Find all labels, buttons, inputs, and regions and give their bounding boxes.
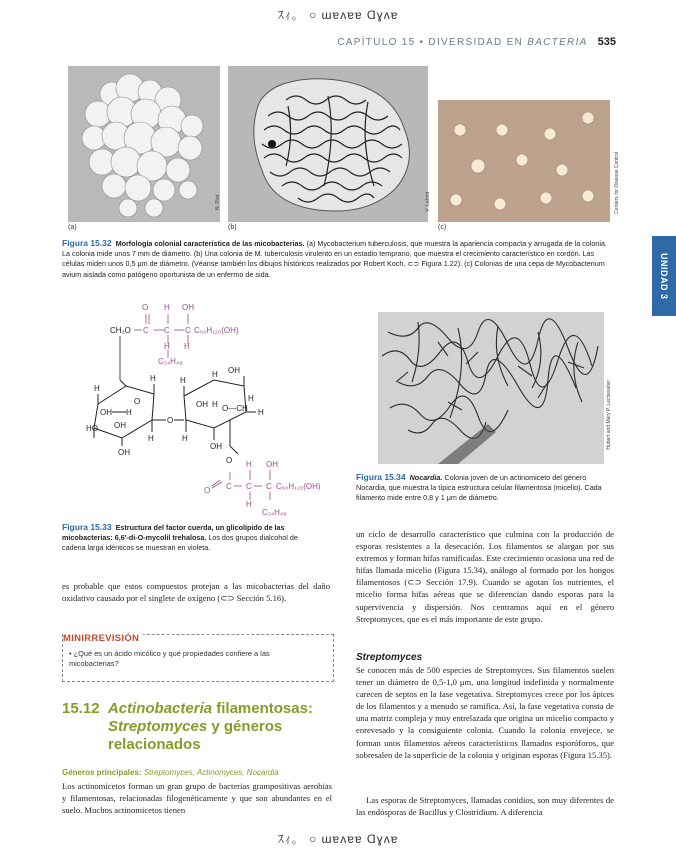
chem-c6: C xyxy=(266,482,272,491)
chem-o-top: O xyxy=(142,303,149,312)
top-registration-mark: ｽｨ。 ○ ɯɐʌɐɐ Ɑɣʌɐ xyxy=(277,8,399,22)
chapter-label: CAPÍTULO 15 • DIVERSIDAD EN xyxy=(337,37,528,48)
chem-c3: C xyxy=(185,326,191,335)
minirevision-item: • ¿Qué es un ácido micólico y qué propiedades confiere a las micobacterias? xyxy=(69,649,270,668)
svg-text:H: H xyxy=(248,394,254,403)
chem-ch2o: CH₂O xyxy=(110,326,131,335)
right-paragraph-2: Se conocen más de 500 especies de Streptomyces. Sus filamentos suelen tener un diámetro de 0,5-1,0 μm, una longitud indefinida y normalmente carecen de septos en la fase vegetativa. Streptomyces crece por los ápices de los filamentos y a menudo se ramifica. Así, la fase vegetativa consta de una matriz compleja y muy entrelazada que origina un micelio compacto y enrevesado y la consiguiente colonia. Cuando la colonia envejece, se forman unos filamentos aéreos característicos llamados esporóforos, que sobresalen de la superficie de la colonia y originan esporas (Figura 15.35). xyxy=(356,665,614,760)
principal-genera-label: Géneros principales: xyxy=(62,768,144,777)
label-a: (a) xyxy=(68,224,77,231)
right-paragraph-1: un ciclo de desarrollo característico que culmina con la producción de esporas resistentes a la desecación. Los filamentos se alargan por sus extremos y forman hifas ramificadas. Este crecimiento ocasiona una red de hifas llamada micelio (Figura 15.34), análogo al formado por los hongos filamentosos (⊂⊃ Sección 17.9). Cuando se agotan los nutrientes, el micelio forma hifas aéreas que se diferencian dando esporas para la supervivencia y dispersión. Nos centramos aquí en el género Streptomyces, que es el más importante de este grupo. xyxy=(356,529,614,624)
chem-bottom-side: C₂₄H₄₉ xyxy=(262,508,287,516)
chem-h-top: H xyxy=(164,303,170,312)
svg-text:HO: HO xyxy=(86,424,98,433)
section-title-italic1: Actinobacteria xyxy=(107,700,213,717)
svg-text:O: O xyxy=(167,416,174,425)
section-number: 15.12 xyxy=(62,700,100,717)
svg-text:OH: OH xyxy=(210,442,222,451)
chem-c2: C xyxy=(164,326,170,335)
svg-text:H: H xyxy=(150,374,156,383)
chem-oh-top: OH xyxy=(182,303,194,312)
nocardia-photo xyxy=(378,312,604,464)
caption-15-33 xyxy=(62,522,322,554)
colony-photo-b xyxy=(228,66,428,222)
caption-text-34: Colonia joven de un actinomiceto del género Nocardia, que muestra la típica estructura celular filamentosa (micelio). Cada filamento mide entre 0,8 y 1 μm de diámetro. xyxy=(356,473,602,503)
credit-c: Centers for Disease Control xyxy=(614,152,620,214)
svg-text:H: H xyxy=(258,408,264,417)
label-c: (c) xyxy=(438,224,447,231)
minirevision-title: MINIRREVISIÓN xyxy=(63,633,143,644)
svg-text:H: H xyxy=(212,370,218,379)
chapter-italic: BACTERIA xyxy=(527,37,588,48)
caption-15-34 xyxy=(356,472,616,504)
svg-text:H: H xyxy=(212,400,218,409)
caption-title-33: Estructura del factor cuerda, un glicolípido de las micobacterias: 6,6′-di-O-mycolil trehalosa. xyxy=(62,523,285,543)
svg-text:OH: OH xyxy=(228,366,240,375)
left-paragraph: es probable que estos compuestos protejan a las micobacterias del daño oxidativo causado por el singlete de oxígeno (⊂⊃ Sección 5.16). xyxy=(62,581,330,604)
chem-h-mid2: H xyxy=(184,342,190,351)
chem-bottom-chain: C₆₀H₁₂₀(OH) xyxy=(276,482,321,491)
section-title-rest2: y géneros xyxy=(207,718,283,735)
section-heading xyxy=(62,700,338,754)
left-body: Los actinomicetos forman un gran grupo de bacterias grampositivas aerobias y filamentosas, relacionadas filogenéticamente y que son abundantes en el suelo. Muchos actinomicetos tienen xyxy=(62,781,332,816)
chem-o-bottom: O xyxy=(204,486,211,495)
svg-text:H: H xyxy=(126,408,132,417)
chem-top-side: C₂₄H₄₉ xyxy=(158,357,183,366)
svg-text:H: H xyxy=(148,434,154,443)
svg-text:O: O xyxy=(226,456,233,465)
chem-top-chain: C₆₀H₁₂₀(OH) xyxy=(194,326,239,335)
credit-b: V. Lafont xyxy=(425,192,431,212)
bottom-registration-mark: ｽｨ。 ○ ɯɐʌɐɐ Ɑɣʌɐ xyxy=(277,832,399,846)
svg-text:H: H xyxy=(180,376,186,385)
credit-34: Hubert and Mary P. Lechevalier xyxy=(606,380,612,450)
svg-text:OH: OH xyxy=(100,408,112,417)
svg-text:H: H xyxy=(182,434,188,443)
right-paragraph-3: Las esporas de Streptomyces, llamadas conidios, son muy diferentes de las endósporas de Bacillus y Clostridium. A diferencia xyxy=(356,795,614,818)
svg-text:O: O xyxy=(134,397,141,406)
section-title-rest1: filamentosas: xyxy=(212,700,313,717)
subheading-streptomyces: Streptomyces xyxy=(356,652,423,663)
caption-title-34: Nocardia. xyxy=(409,473,443,482)
unit-tab: UNIDAD 3 xyxy=(652,236,676,316)
credit-a: N. Rist xyxy=(215,195,221,210)
svg-text:OH: OH xyxy=(196,400,208,409)
chem-h-bottom: H xyxy=(246,460,252,469)
label-b: (b) xyxy=(228,224,237,231)
caption-number-33: Figura 15.33 xyxy=(62,522,112,532)
svg-text:OH: OH xyxy=(118,448,130,457)
chem-c4: C xyxy=(226,482,232,491)
running-head xyxy=(337,36,616,48)
cord-factor-structure xyxy=(62,300,352,516)
caption-number-34: Figura 15.34 xyxy=(356,472,406,482)
chem-h-mid: H xyxy=(164,342,170,351)
chem-c1: C xyxy=(143,326,149,335)
section-title-line3: relacionados xyxy=(108,736,201,753)
chem-oh-bottom: OH xyxy=(266,460,278,469)
minirevision-box xyxy=(62,634,334,682)
caption-text: (a) Mycobacterium tuberculosis, que muestra la apariencia compacta y arrugada de la colonia. La colonia mide unos 7 mm de diámetro. (b) Una colonia de M. tuberculosis virulento en un estadio temprano, que muestra el crecimiento característico en cordón. Las células miden unos 0,5 μm de diámetro. (Véanse también los dibujos históricos realizados por Robert Koch, ⊂⊃ Figura 1.22). (c) Colonias de una cepa de Mycobacterium avium aislada como patógeno oportunista de un enfermo de sida. xyxy=(62,239,607,279)
chem-c5: C xyxy=(246,482,252,491)
section-title-italic2: Streptomyces xyxy=(108,718,208,735)
caption-title: Morfología colonial característica de las micobacterias. xyxy=(115,239,305,248)
page-number: 535 xyxy=(597,36,616,48)
colony-photo-c xyxy=(438,100,610,222)
chem-h-bottom2: H xyxy=(246,500,252,509)
caption-15-32 xyxy=(62,238,610,280)
colony-photo-a xyxy=(68,66,220,222)
caption-number: Figura 15.32 xyxy=(62,238,112,248)
principal-genera xyxy=(62,768,279,777)
principal-genera-value: Streptomyces, Actinomyces, Nocardia xyxy=(143,768,279,777)
svg-text:O—CH: O—CH xyxy=(222,404,248,413)
svg-text:OH: OH xyxy=(114,421,126,430)
caption-text-33: Los dos grupos dialcohol de cadena larga idénticos se muestran en violeta. xyxy=(62,533,298,553)
svg-text:H: H xyxy=(94,384,100,393)
